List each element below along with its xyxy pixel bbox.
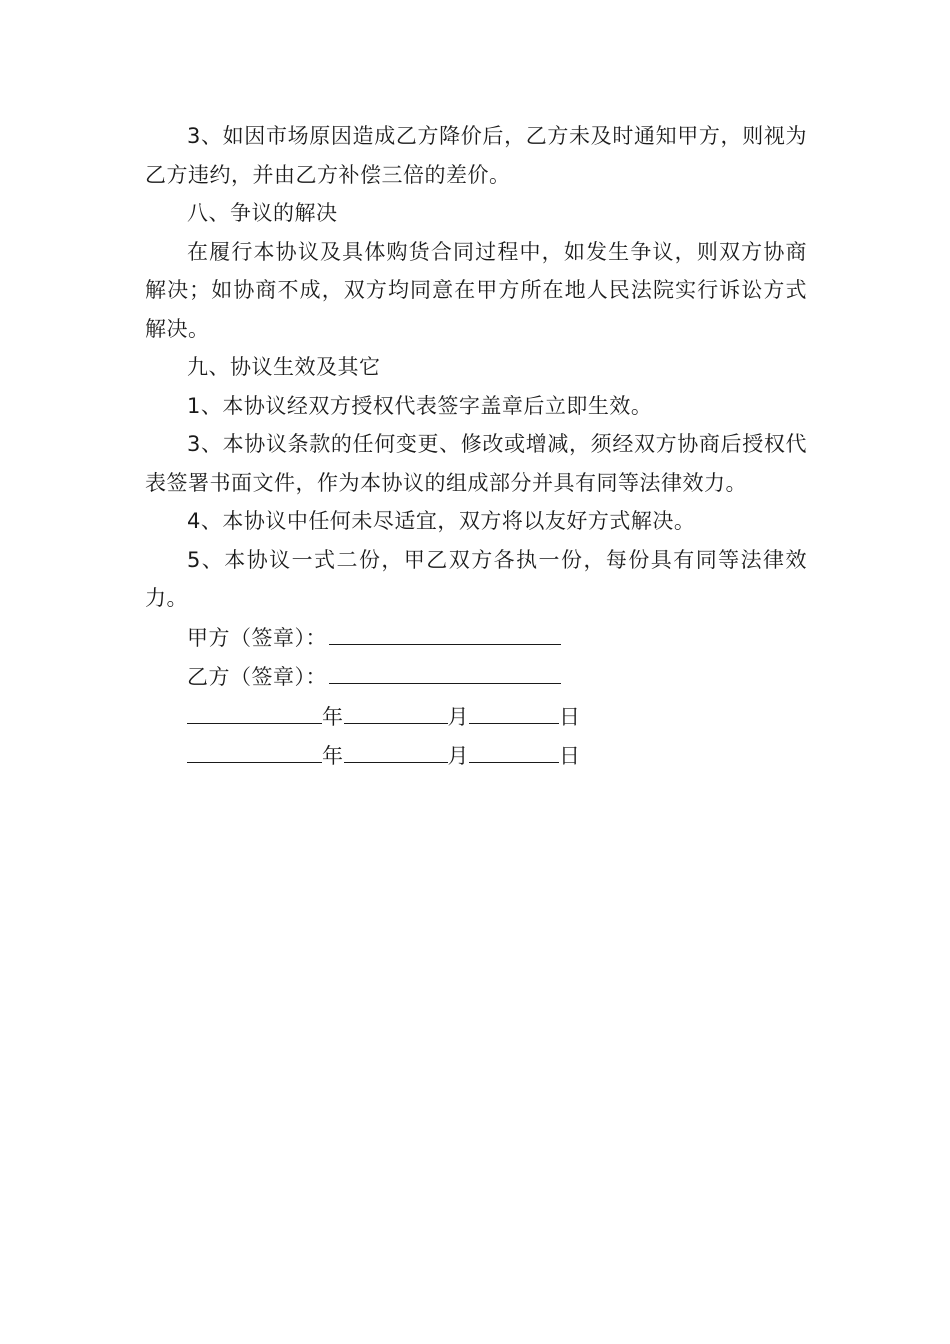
day-blank[interactable] (469, 697, 559, 724)
year-label: 年 (322, 704, 344, 729)
date-line-2 (145, 736, 807, 776)
month-label: 月 (447, 704, 469, 729)
year-blank[interactable] (187, 736, 322, 763)
clause-item-5: 5、本协议一式二份，甲乙双方各执一份，每份具有同等法律效力。 (145, 547, 807, 610)
section-9-heading: 九、协议生效及其它 (187, 355, 381, 379)
year-label: 年 (322, 744, 344, 768)
clause-penalty: 3、如因市场原因造成乙方降价后，乙方未及时通知甲方，则视为乙方违约，并由乙方补偿三倍的差价。 (145, 124, 807, 187)
party-b-signature-blank[interactable] (329, 657, 561, 684)
date-line-1 (145, 697, 807, 737)
party-b-label: 乙方（签章）： (187, 665, 327, 689)
month-label: 月 (447, 744, 469, 768)
clause-item-3: 3、本协议条款的任何变更、修改或增减，须经双方协商后授权代表签署书面文件，作为本协议的组成部分并具有同等法律效力。 (145, 432, 807, 495)
month-blank[interactable] (344, 736, 448, 763)
clause-item-4: 4、本协议中任何未尽适宜，双方将以友好方式解决。 (187, 509, 696, 533)
day-label: 日 (559, 744, 581, 768)
clause-item-1: 1、本协议经双方授权代表签字盖章后立即生效。 (187, 393, 653, 418)
party-a-signature-line (145, 618, 807, 658)
section-8-body: 在履行本协议及具体购货合同过程中，如发生争议，则双方协商解决；如协商不成，双方均同意在甲方所在地人民法院实行诉讼方式解决。 (145, 239, 807, 341)
day-blank[interactable] (469, 736, 559, 763)
party-b-signature-line (145, 657, 807, 697)
document-page (145, 117, 807, 776)
section-8-heading: 八、争议的解决 (187, 201, 338, 225)
year-blank[interactable] (187, 697, 322, 724)
party-a-label: 甲方（签章）： (187, 625, 327, 650)
month-blank[interactable] (344, 697, 448, 724)
day-label: 日 (559, 704, 581, 729)
party-a-signature-blank[interactable] (329, 618, 561, 645)
